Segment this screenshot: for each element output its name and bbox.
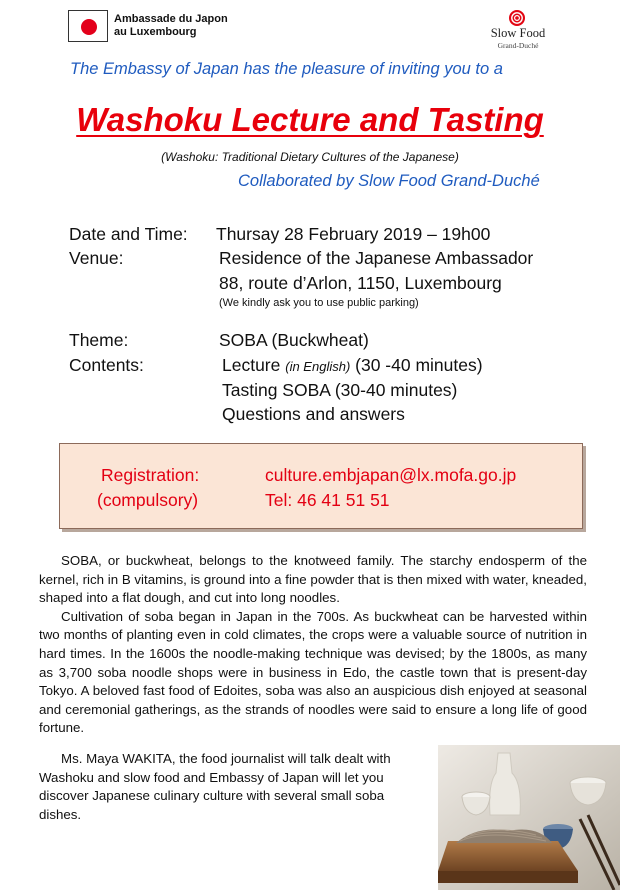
registration-email[interactable]: culture.embjapan@lx.mofa.go.jp — [265, 465, 517, 485]
collaboration-line: Collaborated by Slow Food Grand-Duché — [238, 172, 540, 190]
event-title: Washoku Lecture and Tasting — [76, 101, 544, 138]
venue-label: Venue: — [69, 248, 124, 268]
date-value: Thursay 28 February 2019 – 19h00 — [216, 224, 491, 244]
description-text — [39, 552, 587, 738]
embassy-logo-text: Ambassade du Japon au Luxembourg — [114, 13, 228, 38]
venue-line-1: Residence of the Japanese Ambassador — [219, 248, 534, 268]
paragraph-speaker: Ms. Maya WAKITA, the food journalist will talk dealt with Washoku and slow food and Embassy of Japan will let you discover Japanese culinary culture with several small soba dishes. — [39, 751, 391, 822]
slowfood-logo-subtext: Grand-Duché — [497, 41, 539, 50]
paragraph-soba: SOBA, or buckwheat, belongs to the knotweed family. The starchy endosperm of the kernel, rich in B vitamins, is ground into a fine powder that is then mixed with water, kneaded, shaped into a flat dough, and cut into long noodles. — [39, 553, 587, 606]
date-label: Date and Time: — [69, 224, 188, 244]
parking-note: (We kindly ask you to use public parking) — [219, 297, 419, 309]
theme-value: SOBA (Buckwheat) — [219, 330, 369, 350]
japan-flag-icon — [68, 10, 108, 42]
contents-lecture: Lecture (in English) (30 -40 minutes) — [222, 355, 483, 375]
contents-tasting: Tasting SOBA (30-40 minutes) — [222, 380, 458, 400]
registration-compulsory: (compulsory) — [97, 490, 199, 510]
event-subtitle: (Washoku: Traditional Dietary Cultures of the Japanese) — [161, 150, 459, 164]
soba-dish-photo — [438, 745, 620, 890]
invite-line: The Embassy of Japan has the pleasure of inviting you to a — [70, 60, 503, 78]
slowfood-logo-text: Slow Food — [490, 26, 546, 40]
contents-qa: Questions and answers — [222, 404, 405, 424]
slowfood-snail-icon — [506, 8, 528, 28]
registration-label: Registration: — [101, 465, 200, 485]
paragraph-history: Cultivation of soba began in Japan in the 700s. As buckwheat can be harvested within two months of planting even in cold climates, the crops were a valuable source of nutrition in hard times. In the 1600s the noodle-making technique was devised; by the 1800s, as many as 3,700 soba noodle shops were in business in Edo, the castle town that is present-day Tokyo. A beloved fast food of Edoites, soba was also an auspicious dish enjoyed at seasonal and ceremonial gatherings, as the strands of noodles were said to ensure a long life of good fortune. — [39, 608, 587, 736]
contents-label: Contents: — [69, 355, 144, 375]
speaker-text — [39, 750, 405, 824]
theme-label: Theme: — [69, 330, 129, 350]
registration-box — [59, 443, 583, 529]
registration-tel: Tel: 46 41 51 51 — [265, 490, 390, 510]
venue-line-2: 88, route d’Arlon, 1150, Luxembourg — [219, 273, 502, 293]
